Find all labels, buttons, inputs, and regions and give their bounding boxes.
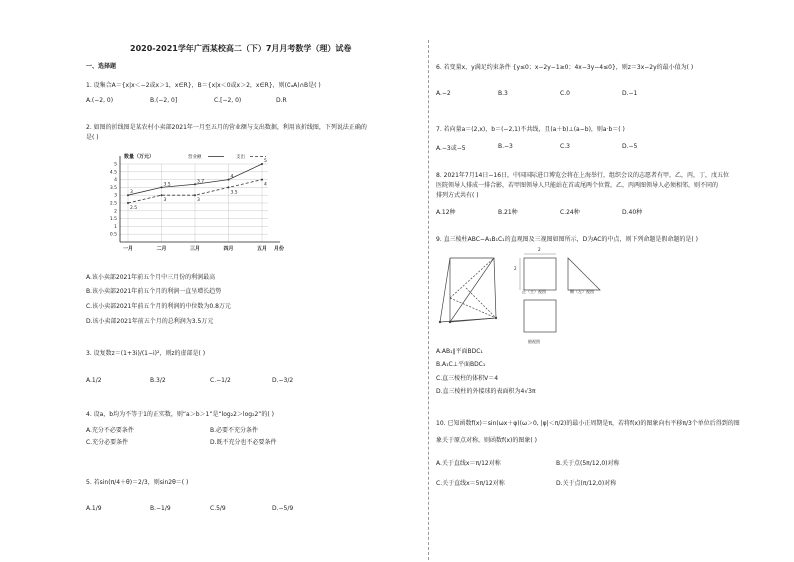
- q8-stem-line3: 排列方式共有( ): [436, 192, 479, 199]
- prism-edge-left: [440, 258, 450, 322]
- y-tick-label: 3: [114, 193, 117, 199]
- right-column: [436, 0, 761, 562]
- q10-option-d[interactable]: D.关于点(π/12,0)对称: [556, 480, 617, 487]
- q7-option-d[interactable]: D.−5: [622, 143, 638, 150]
- data-label: 3.5: [163, 182, 171, 188]
- q2-option-a[interactable]: A.该小卖部2021年前五个月中三月份的利润最高: [86, 274, 216, 281]
- q6-option-b[interactable]: B.3: [498, 90, 508, 97]
- data-point: [261, 163, 263, 165]
- q4-option-c[interactable]: C.充分必要条件: [86, 439, 129, 446]
- q10-option-a[interactable]: A.关于直线x＝π/12对称: [436, 460, 501, 467]
- x-tick-label: 四月: [223, 246, 234, 252]
- q2-stem-line1: 2. 如图的折线图是某农村小卖部2021年一月至五月的营业额与支出数据，利用该折线图，下列说法正确的: [86, 124, 367, 131]
- left-column: [86, 0, 416, 562]
- q7-stem: 7. 若向量a＝(2,x)，b＝(−2,1)不共线，且(a＋b)⊥(a−b)，则a·b＝( ): [436, 126, 625, 133]
- exam-title: 2020-2021学年广西某校高二（下）7月月考数学（理）试卷: [130, 44, 352, 53]
- side-view: [562, 250, 606, 302]
- q7-option-a[interactable]: A.−3或−5: [436, 145, 466, 152]
- y-tick-label: 1: [114, 224, 117, 230]
- q8-option-d[interactable]: D.40种: [622, 209, 643, 216]
- dimension-label: 2: [538, 247, 541, 252]
- vertex-dot: [495, 317, 497, 319]
- data-point: [228, 179, 230, 181]
- column-divider: [428, 40, 429, 560]
- q2-stem-line2: 是( ): [86, 134, 99, 141]
- section-heading: 一、选择题: [86, 63, 117, 70]
- q9-stem: 9. 直三棱柱ABC−A₁B₁C₁的直观图及三视图如图所示，D为AC的中点，则下列命题是假命题的是( ): [436, 236, 698, 243]
- data-label: 3.7: [197, 179, 205, 185]
- q3-stem: 3. 设复数z＝(1+3i)/(1−i)²，则z的虚部是( ): [86, 350, 206, 357]
- y-tick-label: 5: [114, 162, 117, 168]
- q8-option-a[interactable]: A.12种: [436, 209, 456, 216]
- q8-option-c[interactable]: C.24种: [560, 209, 580, 216]
- q1-option-a[interactable]: A.(−2, 0): [86, 97, 114, 104]
- q2-option-b[interactable]: B.该小卖部2021年前五个月的利润一直呈增长趋势: [86, 288, 222, 295]
- q6-option-a[interactable]: A.−2: [436, 90, 451, 97]
- prism-edge-right: [494, 258, 496, 318]
- data-label: 3: [197, 198, 200, 204]
- y-tick-label: 3.5: [109, 185, 117, 191]
- q9-option-d[interactable]: D.直三棱柱的外接球的表面积为4√3π: [436, 388, 536, 395]
- dimension-label: 2: [514, 266, 517, 271]
- prism-figure: [436, 248, 516, 332]
- q10-stem-line1: 10. 已知函数f(x)＝sin(ωx＋φ)(ω＞0, |φ|＜π/2)的最小正周期是π，若将f(x)的图象向右平移π/3个单位后得到的图: [436, 420, 740, 427]
- q4-option-d[interactable]: D.既不充分也不必要条件: [210, 439, 277, 446]
- q4-stem: 4. 设a，b均为不等于1的正实数，则“a＞b＞1”是“log₂2＞log₂2”的( ): [86, 411, 274, 418]
- q5-option-c[interactable]: C.5/9: [210, 505, 226, 512]
- q10-stem-line2: 象关于原点对称，则函数f(x)的图象( ): [436, 437, 537, 444]
- y-axis-label: 数量（万元）: [124, 154, 155, 160]
- data-label: 3: [130, 190, 133, 196]
- top-view: [518, 296, 562, 338]
- data-label: 4: [230, 174, 234, 180]
- q10-option-b[interactable]: B.关于点(5π/12,0)对称: [556, 460, 620, 467]
- data-point: [194, 183, 196, 185]
- legend-label-1: 营业额: [188, 155, 202, 160]
- data-label: 4: [264, 182, 267, 188]
- q1-stem: 1. 设集合A＝{x|x＜−2或x＞1，x∈R}，B＝{x|x＜0或x＞2，x∈R}，则(∁ₐA)∩B是( ): [86, 82, 321, 89]
- y-tick-label: 4: [114, 178, 117, 184]
- q4-option-b[interactable]: B.必要不充分条件: [210, 427, 259, 434]
- prism-edge-diag1: [450, 318, 496, 322]
- top-view-rect: [524, 300, 556, 332]
- data-label: 5: [264, 159, 267, 164]
- vertex-dot: [449, 321, 451, 323]
- q3-option-b[interactable]: B.3/2: [150, 377, 166, 384]
- q7-option-c[interactable]: C.3: [560, 143, 570, 150]
- top-view-label: 俯视图: [528, 339, 540, 344]
- data-label: 3.5: [230, 190, 238, 196]
- q8-stem-line2: 医院领导人排成一排合影，若甲图领导人只能站在首或尾两个位置，乙，丙两图领导人必须相邻，则不同的: [436, 182, 719, 189]
- data-point: [161, 194, 163, 196]
- q4-option-a[interactable]: A.充分不必要条件: [86, 427, 134, 434]
- data-point: [228, 186, 230, 188]
- q1-option-d[interactable]: D.R: [276, 97, 287, 104]
- line-chart: [98, 150, 298, 256]
- prism-dash2: [450, 298, 496, 318]
- data-label: 3: [163, 198, 167, 204]
- q8-option-b[interactable]: B.21种: [498, 209, 518, 216]
- q3-option-c[interactable]: C.−1/2: [210, 377, 231, 384]
- q1-option-b[interactable]: B.(−2, 0]: [150, 97, 178, 104]
- q6-stem: 6. 若变量x，y满足约束条件 {y≤0；x−2y−1≥0；4x−3y−4≤0}，则z＝3x−2y的最小值为( ): [436, 64, 694, 71]
- q2-option-d[interactable]: D.该小卖部2021年前五个月的总利润为3.5万元: [86, 318, 214, 325]
- y-tick-label: 0.5: [109, 232, 117, 238]
- q5-option-d[interactable]: D.−5/9: [272, 505, 294, 512]
- q9-option-c[interactable]: C.直三棱柱的体积V＝4: [436, 375, 499, 382]
- q9-option-a[interactable]: A.AB₁∥平面BDC₁: [436, 348, 483, 355]
- x-tick-label: 一月: [122, 246, 134, 252]
- y-tick-label: 4.5: [109, 170, 117, 176]
- front-view-rect: [524, 258, 556, 290]
- front-view: [518, 250, 562, 302]
- front-view-label: 正（主）视图: [522, 289, 546, 294]
- q7-option-b[interactable]: B.−3: [498, 143, 513, 150]
- x-tick-label: 二月: [156, 246, 167, 252]
- q10-option-c[interactable]: C.关于直线x＝5π/12对称: [436, 480, 505, 487]
- q6-option-d[interactable]: D.−1: [622, 90, 638, 97]
- q5-stem: 5. 若sin(π/4＋θ)＝2/3，则sin2θ＝( ): [86, 479, 189, 486]
- data-point: [161, 186, 163, 188]
- q5-option-a[interactable]: A.1/9: [86, 505, 102, 512]
- q3-option-d[interactable]: D.−3/2: [272, 377, 294, 384]
- q2-option-c[interactable]: C.该小卖部2021年前五个月的利润的中位数为0.8万元: [86, 303, 231, 310]
- q8-stem-line1: 8. 2021年7月14日−16日，中国国际进口博览会将在上海举行，组织会议的志愿者有甲，乙，丙，丁，戊五位: [436, 172, 730, 179]
- x-axis-label: 月份: [274, 246, 285, 252]
- data-point: [261, 179, 263, 181]
- q1-option-c[interactable]: C.[−2, 0): [214, 97, 242, 104]
- prism-dash1: [450, 258, 494, 298]
- x-tick-label: 三月: [189, 246, 201, 252]
- prism-edge-top: [450, 258, 494, 322]
- q5-option-b[interactable]: B.−1/9: [150, 505, 171, 512]
- x-tick-label: 五月: [256, 246, 268, 252]
- data-point: [127, 202, 129, 204]
- side-view-triangle: [568, 258, 600, 290]
- y-tick-label: 2.5: [109, 201, 117, 207]
- y-tick-label: 1.5: [109, 217, 117, 223]
- data-point: [194, 194, 196, 196]
- data-point: [127, 194, 129, 196]
- legend-label-2: 支出: [236, 155, 245, 160]
- side-view-label: 侧（左）视图: [570, 289, 594, 294]
- vertex-dot: [439, 321, 441, 323]
- y-tick-label: 2: [114, 209, 117, 215]
- q3-option-a[interactable]: A.1/2: [86, 377, 102, 384]
- q9-option-b[interactable]: B.A₁C⊥平面BDC₁: [436, 361, 486, 368]
- data-label: 2.5: [130, 206, 138, 211]
- q6-option-c[interactable]: C.0: [560, 90, 570, 97]
